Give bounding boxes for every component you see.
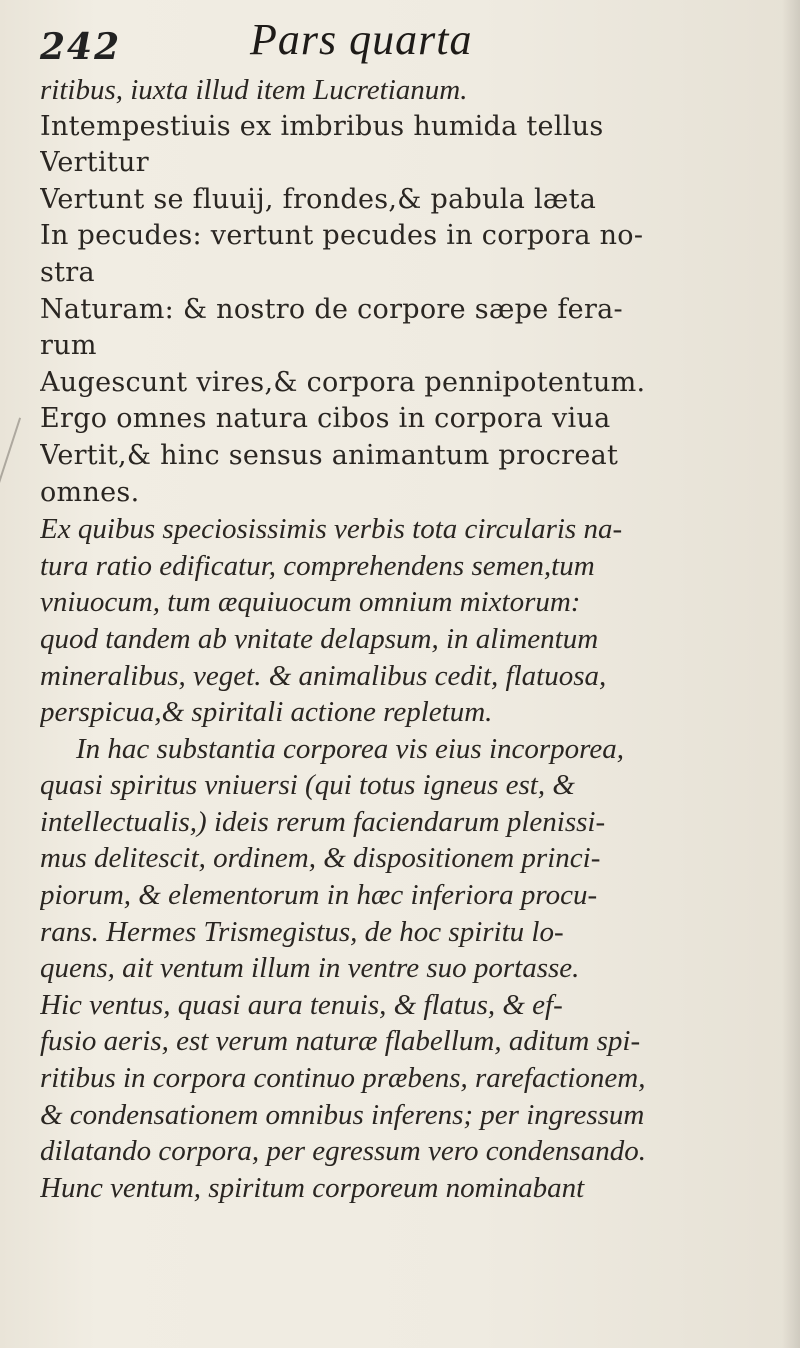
text-line: ritibus, iuxta illud item Lucretianum.	[40, 74, 468, 106]
text-line: rans. Hermes Trismegistus, de hoc spiritu lo-	[40, 915, 564, 948]
text-line: Augescunt vires,& corpora pennipotentum.	[40, 366, 646, 398]
text-line: In pecudes: vertunt pecudes in corpora no-	[40, 220, 644, 252]
text-line: & condensationem omnibus inferens; per ingressum	[40, 1098, 645, 1131]
text-line: Hic ventus, quasi aura tenuis, & flatus, & ef-	[40, 988, 563, 1021]
text-line: quasi spiritus vniuersi (qui totus igneus est, &	[40, 769, 575, 802]
text-line: ritibus in corpora continuo præbens, rarefactionem,	[40, 1062, 646, 1095]
page-edge-shadow	[782, 0, 800, 1348]
text-line: fusio aeris, est verum naturæ flabellum, aditum spi-	[40, 1025, 641, 1058]
text-line: Vertunt se fluuij, frondes,& pabula læta	[40, 183, 597, 215]
text-line: intellectualis,) ideis rerum faciendarum plenissi-	[40, 805, 606, 838]
text-line: Vertitur	[40, 147, 149, 179]
text-line: quens, ait ventum illum in ventre suo portasse.	[40, 952, 580, 985]
text-line: omnes.	[40, 476, 140, 508]
text-line: Intempestiuis ex imbribus humida tellus	[40, 110, 604, 142]
text-block	[40, 72, 780, 1206]
text-line: mineralibus, veget. & animalibus cedit, flatuosa,	[40, 659, 607, 692]
text-line: tura ratio edificatur, comprehendens semen,tum	[40, 549, 595, 582]
text-line: rum	[40, 330, 97, 362]
text-line: vniuocum, tum æquiuocum omnium mixtorum:	[40, 586, 581, 619]
text-line: Vertit,& hinc sensus animantum procreat	[40, 439, 619, 471]
text-line: In hac substantia corporea vis eius incorporea,	[76, 732, 624, 765]
margin-mark	[0, 418, 32, 489]
running-title: Pars quarta	[250, 15, 473, 64]
text-line: Hunc ventum, spiritum corporeum nominabant	[40, 1171, 585, 1204]
text-line: dilatando corpora, per egressum vero condensando.	[40, 1135, 646, 1168]
page-number: 242	[40, 26, 122, 68]
text-line: piorum, & elementorum in hæc inferiora procu-	[40, 879, 598, 912]
text-line: quod tandem ab vnitate delapsum, in alimentum	[40, 622, 599, 655]
text-line: Naturam: & nostro de corpore sæpe fera-	[40, 293, 623, 325]
text-line: Ergo omnes natura cibos in corpora viua	[40, 403, 611, 435]
text-line: mus delitescit, ordinem, & dispositionem princi-	[40, 842, 601, 875]
text-line: Ex quibus speciosissimis verbis tota circularis na-	[40, 513, 623, 546]
text-line: perspicua,& spiritali actione repletum.	[40, 696, 493, 729]
text-line: stra	[40, 256, 95, 288]
